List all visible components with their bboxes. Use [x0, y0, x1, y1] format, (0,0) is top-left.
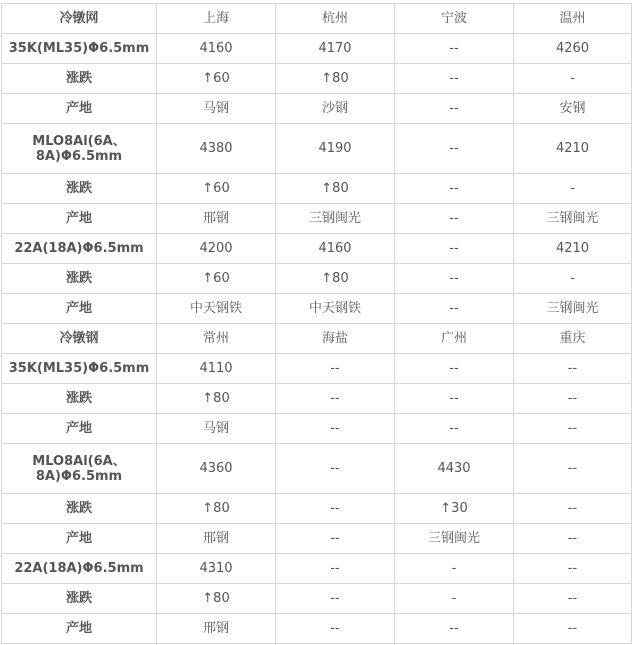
price-cell: --	[514, 354, 632, 384]
origin-cell: 邢钢	[157, 524, 276, 554]
change-cell: ↑80	[157, 584, 276, 614]
row-label: 涨跌	[2, 64, 157, 94]
origin-cell: --	[276, 414, 395, 444]
price-cell: --	[395, 124, 514, 174]
origin-cell: 三钢闽光	[395, 524, 514, 554]
table-row	[2, 264, 632, 294]
origin-cell: --	[514, 614, 632, 644]
row-label: 涨跌	[2, 584, 157, 614]
table-row	[2, 384, 632, 414]
table-row	[2, 174, 632, 204]
change-cell: --	[395, 264, 514, 294]
price-cell: --	[395, 34, 514, 64]
origin-cell: 三钢闽光	[514, 204, 632, 234]
origin-cell: 邢钢	[157, 614, 276, 644]
origin-cell: --	[395, 94, 514, 124]
row-label: 35K(ML35)Φ6.5mm	[2, 354, 157, 384]
price-cell: --	[514, 554, 632, 584]
table-row	[2, 614, 632, 644]
change-cell: ↑80	[276, 174, 395, 204]
change-cell: ↑80	[276, 264, 395, 294]
change-cell: --	[395, 174, 514, 204]
table-row	[2, 354, 632, 384]
price-table-body	[2, 4, 632, 644]
section-header-row	[2, 4, 632, 34]
price-cell: 4210	[514, 234, 632, 264]
price-cell: 4170	[276, 34, 395, 64]
table-row	[2, 584, 632, 614]
price-cell: 4160	[276, 234, 395, 264]
city-header: 上海	[157, 4, 276, 34]
origin-cell: --	[395, 414, 514, 444]
section-header-row	[2, 324, 632, 354]
row-label: 产地	[2, 414, 157, 444]
change-cell: --	[514, 494, 632, 524]
row-label: 产地	[2, 524, 157, 554]
price-cell: 4200	[157, 234, 276, 264]
change-cell: ↑60	[157, 174, 276, 204]
change-cell: ↑80	[157, 494, 276, 524]
origin-cell: 中天钢铁	[157, 294, 276, 324]
city-header: 重庆	[514, 324, 632, 354]
origin-cell: 邢钢	[157, 204, 276, 234]
table-row	[2, 64, 632, 94]
city-header: 温州	[514, 4, 632, 34]
change-cell: ↑80	[157, 384, 276, 414]
table-row	[2, 444, 632, 494]
origin-cell: 三钢闽光	[514, 294, 632, 324]
change-cell: -	[514, 174, 632, 204]
origin-cell: 马钢	[157, 94, 276, 124]
row-label: 涨跌	[2, 384, 157, 414]
change-cell: --	[514, 584, 632, 614]
origin-cell: 三钢闽光	[276, 204, 395, 234]
row-label: 涨跌	[2, 494, 157, 524]
price-cell: --	[276, 444, 395, 494]
table-row	[2, 524, 632, 554]
origin-cell: 沙钢	[276, 94, 395, 124]
price-cell: 4160	[157, 34, 276, 64]
origin-cell: 安钢	[514, 94, 632, 124]
change-cell: -	[395, 584, 514, 614]
origin-cell: 中天钢铁	[276, 294, 395, 324]
change-cell: ↑80	[276, 64, 395, 94]
price-cell: 4260	[514, 34, 632, 64]
price-cell: --	[395, 234, 514, 264]
city-header: 杭州	[276, 4, 395, 34]
row-label: 产地	[2, 94, 157, 124]
table-row	[2, 34, 632, 64]
origin-cell: --	[395, 294, 514, 324]
change-cell: --	[514, 384, 632, 414]
price-cell: 4360	[157, 444, 276, 494]
price-cell: 4310	[157, 554, 276, 584]
price-cell: 4210	[514, 124, 632, 174]
row-label: 22A(18A)Φ6.5mm	[2, 554, 157, 584]
price-cell: 4380	[157, 124, 276, 174]
change-cell: ↑60	[157, 64, 276, 94]
row-label: MLO8Al(6A、8A)Φ6.5mm	[2, 444, 157, 494]
row-label: 22A(18A)Φ6.5mm	[2, 234, 157, 264]
table-row	[2, 414, 632, 444]
table-row	[2, 94, 632, 124]
price-cell: 4430	[395, 444, 514, 494]
change-cell: -	[514, 264, 632, 294]
origin-cell: --	[514, 414, 632, 444]
row-label: 产地	[2, 294, 157, 324]
table-row	[2, 124, 632, 174]
change-cell: -	[514, 64, 632, 94]
section-title: 冷镦钢	[2, 324, 157, 354]
row-label: 涨跌	[2, 174, 157, 204]
table-row	[2, 494, 632, 524]
price-cell: --	[276, 354, 395, 384]
row-label: 35K(ML35)Φ6.5mm	[2, 34, 157, 64]
change-cell: --	[276, 494, 395, 524]
change-cell: --	[276, 584, 395, 614]
city-header: 常州	[157, 324, 276, 354]
price-cell: --	[276, 554, 395, 584]
change-cell: ↑60	[157, 264, 276, 294]
city-header: 广州	[395, 324, 514, 354]
price-cell: -	[395, 554, 514, 584]
city-header: 海盐	[276, 324, 395, 354]
price-cell: 4110	[157, 354, 276, 384]
origin-cell: --	[514, 524, 632, 554]
row-label: 涨跌	[2, 264, 157, 294]
table-row	[2, 554, 632, 584]
change-cell: --	[395, 384, 514, 414]
table-row	[2, 204, 632, 234]
change-cell: --	[276, 384, 395, 414]
table-row	[2, 294, 632, 324]
origin-cell: --	[276, 614, 395, 644]
row-label: MLO8Al(6A、8A)Φ6.5mm	[2, 124, 157, 174]
origin-cell: --	[276, 524, 395, 554]
origin-cell: --	[395, 614, 514, 644]
row-label: 产地	[2, 614, 157, 644]
section-title: 冷镦网	[2, 4, 157, 34]
price-cell: --	[514, 444, 632, 494]
row-label: 产地	[2, 204, 157, 234]
price-table	[1, 3, 632, 644]
change-cell: --	[395, 64, 514, 94]
change-cell: ↑30	[395, 494, 514, 524]
origin-cell: --	[395, 204, 514, 234]
price-cell: 4190	[276, 124, 395, 174]
table-row	[2, 234, 632, 264]
city-header: 宁波	[395, 4, 514, 34]
origin-cell: 马钢	[157, 414, 276, 444]
price-cell: --	[395, 354, 514, 384]
